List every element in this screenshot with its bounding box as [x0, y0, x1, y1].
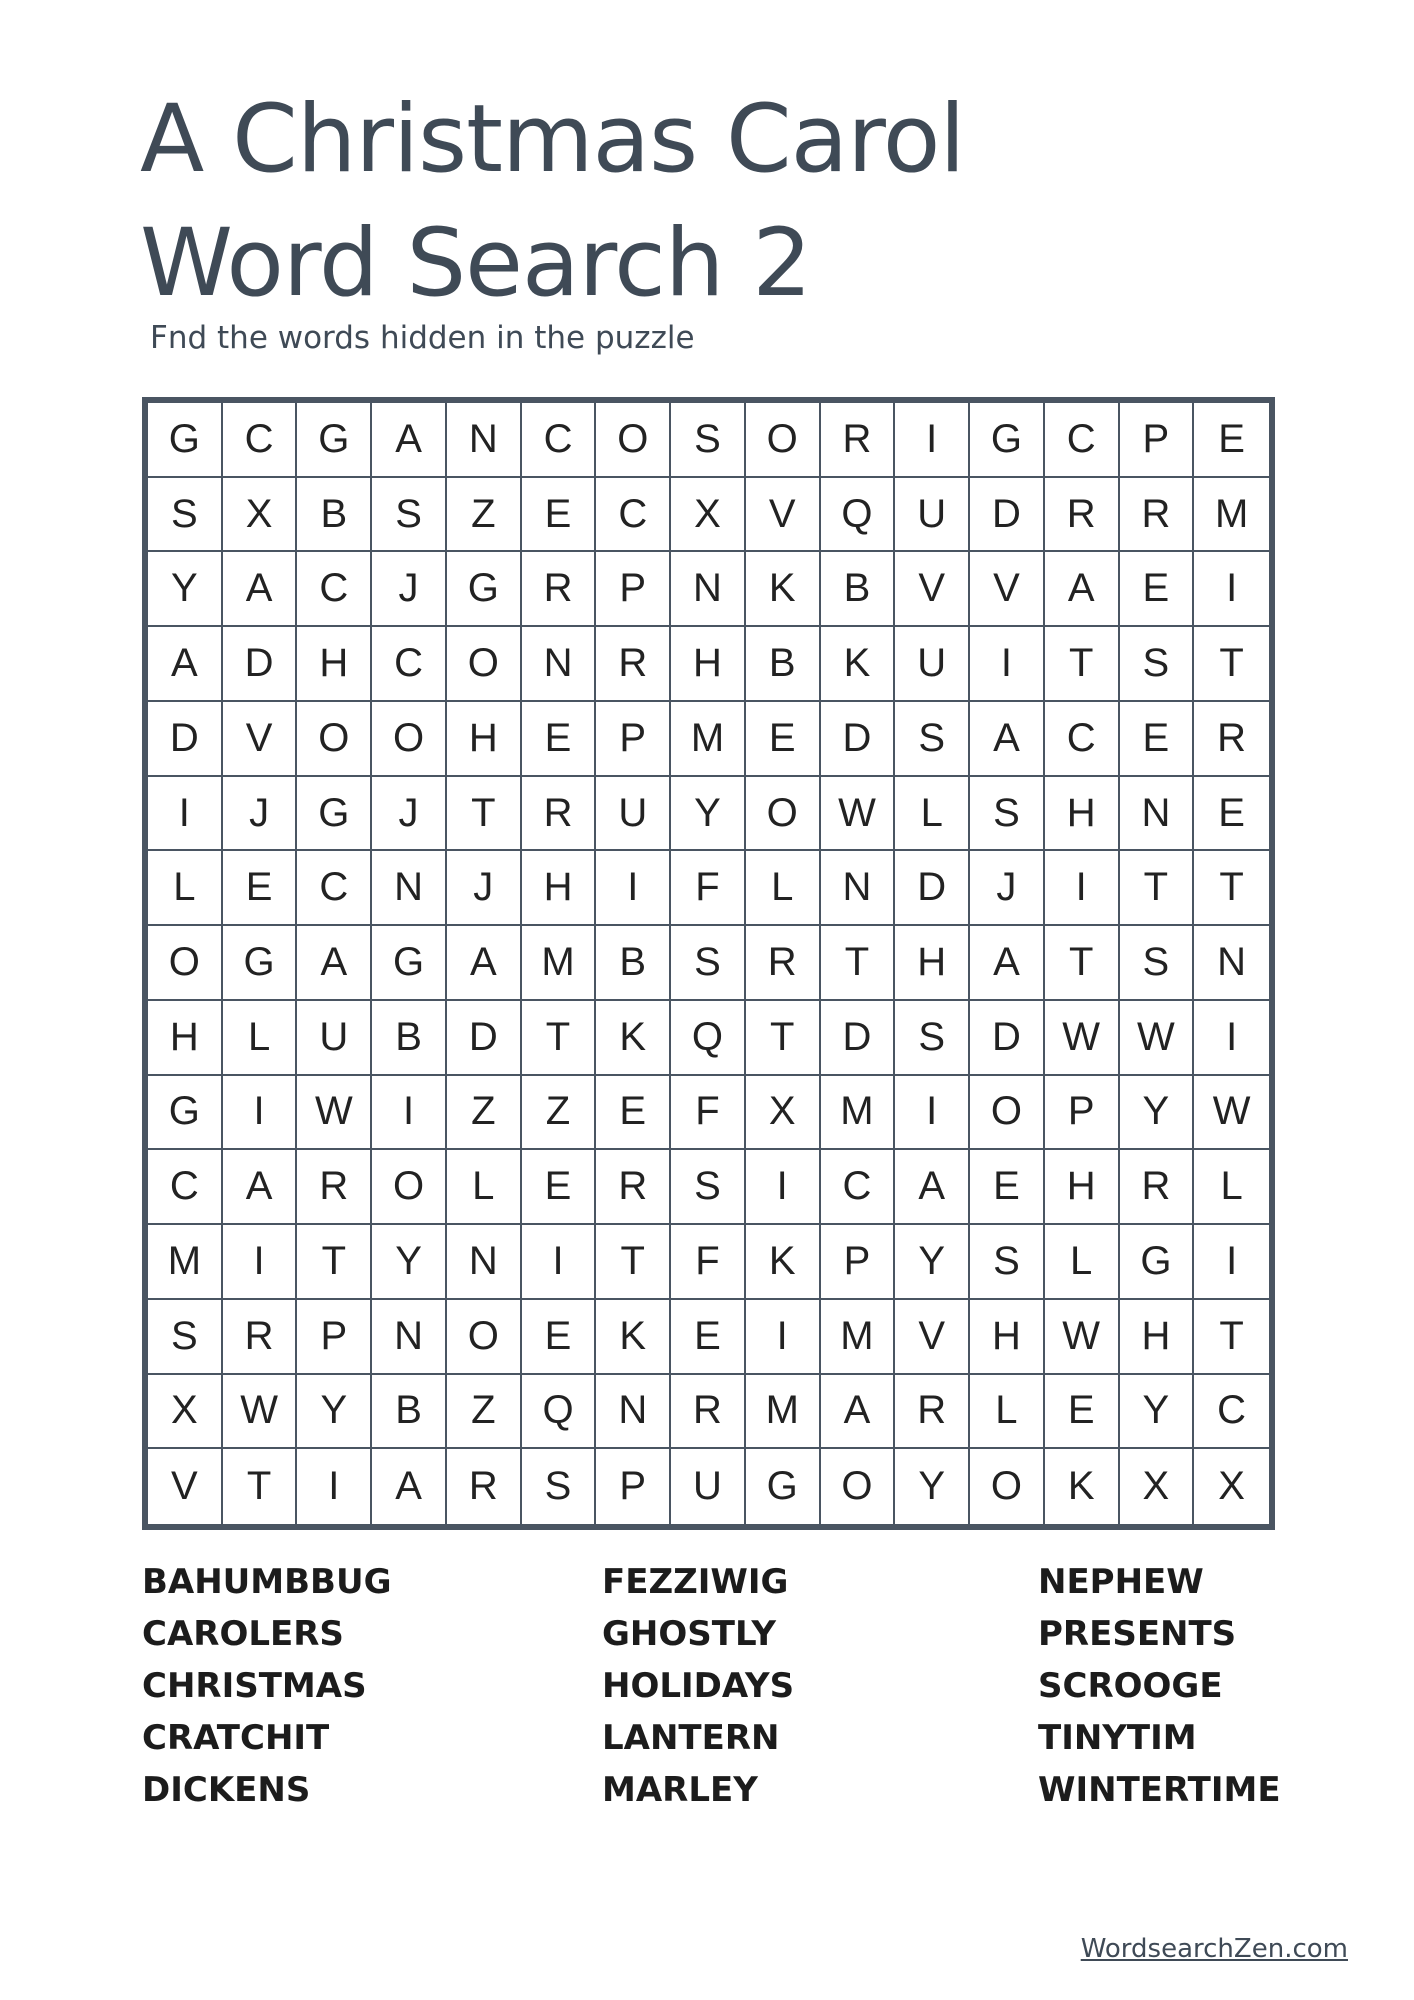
grid-cell: H [1120, 1300, 1195, 1375]
grid-cell: R [596, 627, 671, 702]
grid-cell: C [372, 627, 447, 702]
grid-cell: D [970, 1001, 1045, 1076]
grid-cell: R [895, 1375, 970, 1450]
grid-cell: I [372, 1076, 447, 1151]
grid-cell: G [148, 1076, 223, 1151]
grid-cell: P [596, 702, 671, 777]
grid-cell: R [746, 926, 821, 1001]
grid-cell: U [895, 478, 970, 553]
grid-cell: O [970, 1449, 1045, 1524]
grid-cell: I [297, 1449, 372, 1524]
grid-cell: E [1045, 1375, 1120, 1450]
grid-cell: W [297, 1076, 372, 1151]
grid-cell: Y [1120, 1375, 1195, 1450]
grid-cell: J [223, 777, 298, 852]
grid-cell: M [671, 702, 746, 777]
grid-cell: A [372, 1449, 447, 1524]
grid-cell: D [970, 478, 1045, 553]
grid-cell: E [1194, 777, 1269, 852]
grid-cell: G [447, 552, 522, 627]
grid-cell: T [297, 1225, 372, 1300]
grid-cell: D [223, 627, 298, 702]
grid-cell: V [895, 552, 970, 627]
grid-cell: J [970, 851, 1045, 926]
grid-cell: O [970, 1076, 1045, 1151]
grid-cell: A [297, 926, 372, 1001]
site-credit-link[interactable]: WordsearchZen.com [1080, 1934, 1348, 1964]
grid-cell: I [1194, 1225, 1269, 1300]
grid-cell: C [522, 403, 597, 478]
grid-cell: I [895, 1076, 970, 1151]
word-list-item: GHOSTLY [602, 1614, 776, 1654]
grid-cell: E [522, 702, 597, 777]
grid-cell: N [372, 1300, 447, 1375]
grid-cell: P [297, 1300, 372, 1375]
grid-cell: T [522, 1001, 597, 1076]
grid-cell: M [1194, 478, 1269, 553]
grid-cell: S [1120, 627, 1195, 702]
grid-cell: G [223, 926, 298, 1001]
grid-cell: O [746, 403, 821, 478]
grid-cell: D [821, 1001, 896, 1076]
grid-cell: M [746, 1375, 821, 1450]
grid-cell: A [223, 1150, 298, 1225]
grid-cell: G [297, 403, 372, 478]
grid-cell: T [596, 1225, 671, 1300]
grid-cell: X [1120, 1449, 1195, 1524]
grid-cell: R [596, 1150, 671, 1225]
grid-cell: S [970, 777, 1045, 852]
grid-cell: U [671, 1449, 746, 1524]
grid-cell: Z [447, 1076, 522, 1151]
instructions: Fnd the words hidden in the puzzle [150, 320, 695, 356]
word-list-item: BAHUMBBUG [142, 1562, 392, 1602]
grid-cell: C [1045, 702, 1120, 777]
grid-cell: H [671, 627, 746, 702]
grid-cell: O [148, 926, 223, 1001]
word-list-item: CHRISTMAS [142, 1666, 367, 1706]
grid-cell: P [1120, 403, 1195, 478]
grid-cell: P [596, 552, 671, 627]
grid-cell: V [895, 1300, 970, 1375]
grid-cell: I [596, 851, 671, 926]
page-title [140, 78, 964, 326]
grid-cell: T [1045, 627, 1120, 702]
grid-cell: I [1194, 1001, 1269, 1076]
grid-cell: E [223, 851, 298, 926]
grid-cell: U [297, 1001, 372, 1076]
grid-cell: K [1045, 1449, 1120, 1524]
grid-cell: S [1120, 926, 1195, 1001]
grid-cell: Y [297, 1375, 372, 1450]
grid-cell: K [821, 627, 896, 702]
grid-cell: T [1120, 851, 1195, 926]
grid-cell: C [596, 478, 671, 553]
grid-cell: I [746, 1300, 821, 1375]
grid-cell: C [1194, 1375, 1269, 1450]
word-list-item: WINTERTIME [1038, 1770, 1281, 1810]
grid-cell: G [372, 926, 447, 1001]
grid-cell: K [746, 1225, 821, 1300]
grid-cell: R [447, 1449, 522, 1524]
grid-cell: V [746, 478, 821, 553]
grid-cell: N [1194, 926, 1269, 1001]
grid-cell: I [522, 1225, 597, 1300]
grid-cell: E [970, 1150, 1045, 1225]
grid-cell: R [1120, 1150, 1195, 1225]
grid-cell: W [1045, 1300, 1120, 1375]
grid-cell: J [372, 552, 447, 627]
grid-cell: E [522, 1150, 597, 1225]
grid-cell: W [1194, 1076, 1269, 1151]
grid-cell: S [671, 403, 746, 478]
grid-cell: G [1120, 1225, 1195, 1300]
grid-cell: K [596, 1001, 671, 1076]
word-list-item: SCROOGE [1038, 1666, 1223, 1706]
grid-cell: A [821, 1375, 896, 1450]
word-list-item: NEPHEW [1038, 1562, 1204, 1602]
grid-cell: N [821, 851, 896, 926]
grid-cell: R [297, 1150, 372, 1225]
grid-cell: X [148, 1375, 223, 1450]
grid-cell: V [223, 702, 298, 777]
grid-cell: O [297, 702, 372, 777]
grid-cell: E [522, 478, 597, 553]
grid-cell: Y [895, 1225, 970, 1300]
grid-cell: B [372, 1375, 447, 1450]
grid-cell: S [895, 1001, 970, 1076]
grid-cell: B [297, 478, 372, 553]
grid-cell: W [1120, 1001, 1195, 1076]
grid-cell: O [447, 627, 522, 702]
grid-cell: I [1194, 552, 1269, 627]
grid-cell: E [746, 702, 821, 777]
grid-cell: O [746, 777, 821, 852]
grid-cell: A [372, 403, 447, 478]
grid-cell: M [148, 1225, 223, 1300]
grid-cell: H [1045, 1150, 1120, 1225]
grid-cell: T [447, 777, 522, 852]
grid-cell: L [447, 1150, 522, 1225]
grid-cell: I [148, 777, 223, 852]
grid-cell: M [821, 1076, 896, 1151]
title-line-1: A Christmas Carol [140, 85, 965, 194]
puzzle-grid-frame [142, 397, 1275, 1530]
word-list-item: FEZZIWIG [602, 1562, 789, 1602]
grid-cell: E [596, 1076, 671, 1151]
grid-cell: X [1218, 1464, 1245, 1509]
grid-cell: O [821, 1449, 896, 1524]
grid-cell: N [372, 851, 447, 926]
grid-cell: T [1194, 851, 1269, 926]
grid-cell: L [148, 851, 223, 926]
grid-cell: E [1194, 403, 1269, 478]
grid-cell: I [223, 1076, 298, 1151]
grid-cell: H [148, 1001, 223, 1076]
grid-cell: A [970, 702, 1045, 777]
grid-cell: H [447, 702, 522, 777]
word-list-item: MARLEY [602, 1770, 758, 1810]
grid-cell: F [671, 1076, 746, 1151]
grid-cell: H [895, 926, 970, 1001]
word-list-column-1 [142, 1556, 391, 1816]
grid-cell: R [1045, 478, 1120, 553]
grid-cell: K [596, 1300, 671, 1375]
grid-cell: S [970, 1225, 1045, 1300]
grid-cell: L [895, 777, 970, 852]
grid-cell: T [746, 1001, 821, 1076]
grid-cell: Q [821, 478, 896, 553]
grid-cell: B [821, 552, 896, 627]
grid-cell: E [671, 1300, 746, 1375]
word-list-column-3 [1038, 1556, 1281, 1816]
grid-cell: N [447, 1225, 522, 1300]
word-list-item: CAROLERS [142, 1614, 344, 1654]
grid-cell: C [148, 1150, 223, 1225]
grid-cell: Z [447, 478, 522, 553]
grid-cell: X [223, 478, 298, 553]
grid-cell: R [522, 552, 597, 627]
grid-cell: A [970, 926, 1045, 1001]
grid-cell: G [746, 1449, 821, 1524]
grid-cell: N [447, 403, 522, 478]
grid-cell: X [671, 478, 746, 553]
grid-cell: M [821, 1300, 896, 1375]
grid-cell: I [746, 1150, 821, 1225]
grid-cell: P [821, 1225, 896, 1300]
grid-cell: V [148, 1449, 223, 1524]
grid-cell: H [1045, 777, 1120, 852]
grid-cell: A [223, 552, 298, 627]
grid-cell: W [223, 1375, 298, 1450]
grid-cell: S [148, 1300, 223, 1375]
grid-cell: Y [148, 552, 223, 627]
grid-cell: R [671, 1375, 746, 1450]
grid-cell: L [223, 1001, 298, 1076]
grid-cell: C [821, 1150, 896, 1225]
grid-cell: R [223, 1300, 298, 1375]
grid-cell: G [297, 777, 372, 852]
grid-cell: S [671, 926, 746, 1001]
grid-cell: E [522, 1300, 597, 1375]
grid-cell: A [148, 627, 223, 702]
word-list-item: LANTERN [602, 1718, 780, 1758]
grid-cell: S [148, 478, 223, 553]
grid-cell: Z [447, 1375, 522, 1450]
grid-cell: M [522, 926, 597, 1001]
grid-cell: F [671, 851, 746, 926]
grid-cell: P [596, 1449, 671, 1524]
grid-cell: O [372, 702, 447, 777]
grid-cell: N [1120, 777, 1195, 852]
grid-cell: L [1045, 1225, 1120, 1300]
grid-cell: T [1045, 926, 1120, 1001]
grid-cell: R [522, 777, 597, 852]
grid-cell: N [522, 627, 597, 702]
grid-cell: B [596, 926, 671, 1001]
grid-cell: U [596, 777, 671, 852]
grid-cell: I [895, 403, 970, 478]
grid-cell: D [821, 702, 896, 777]
grid-cell: Q [522, 1375, 597, 1450]
grid-cell: I [223, 1225, 298, 1300]
grid-cell: D [148, 702, 223, 777]
grid-cell: H [297, 627, 372, 702]
grid-cell: K [746, 552, 821, 627]
grid-cell: S [522, 1449, 597, 1524]
grid-cell: D [895, 851, 970, 926]
grid-cell: J [372, 777, 447, 852]
grid-cell: H [522, 851, 597, 926]
word-list-item: HOLIDAYS [602, 1666, 795, 1706]
grid-cell: W [821, 777, 896, 852]
grid-cell: D [447, 1001, 522, 1076]
grid-cell: S [671, 1150, 746, 1225]
grid-cell: T [821, 926, 896, 1001]
word-list-item: PRESENTS [1038, 1614, 1237, 1654]
grid-cell: N [596, 1375, 671, 1450]
grid-cell: A [895, 1150, 970, 1225]
grid-cell: O [596, 403, 671, 478]
word-list-column-2 [602, 1556, 794, 1816]
grid-cell: I [970, 627, 1045, 702]
grid-cell: Y [895, 1449, 970, 1524]
grid-cell: S [895, 702, 970, 777]
grid-cell: Y [1120, 1076, 1195, 1151]
grid-cell: O [372, 1150, 447, 1225]
grid-cell: S [372, 478, 447, 553]
grid-cell: P [1045, 1076, 1120, 1151]
grid-cell: G [148, 403, 223, 478]
grid-cell: C [1045, 403, 1120, 478]
word-list-item: DICKENS [142, 1770, 311, 1810]
grid-cell: T [223, 1449, 298, 1524]
grid-cell: N [671, 552, 746, 627]
grid-cell: A [1045, 552, 1120, 627]
grid-cell: T [1194, 1300, 1269, 1375]
grid-cell: V [970, 552, 1045, 627]
grid-cell: A [447, 926, 522, 1001]
grid-cell: Y [372, 1225, 447, 1300]
grid-cell: C [297, 552, 372, 627]
grid-cell: E [1120, 702, 1195, 777]
grid-cell: C [223, 403, 298, 478]
grid-cell: J [447, 851, 522, 926]
grid-cell: L [1194, 1150, 1269, 1225]
grid-cell: L [746, 851, 821, 926]
grid-cell: Q [671, 1001, 746, 1076]
grid-cell: C [297, 851, 372, 926]
grid-cell: R [1194, 702, 1269, 777]
grid-cell: G [970, 403, 1045, 478]
grid-cell: Y [671, 777, 746, 852]
grid-cell: F [671, 1225, 746, 1300]
word-list-item: CRATCHIT [142, 1718, 330, 1758]
grid-cell: R [821, 403, 896, 478]
grid-cell: U [895, 627, 970, 702]
grid-cell: W [1045, 1001, 1120, 1076]
title-line-2: Word Search 2 [140, 209, 812, 318]
grid-cell: R [1120, 478, 1195, 553]
puzzle-grid [148, 403, 1269, 1524]
grid-cell: E [1120, 552, 1195, 627]
grid-cell: L [970, 1375, 1045, 1450]
grid-cell: T [1194, 627, 1269, 702]
grid-cell: Z [522, 1076, 597, 1151]
word-list-item: TINYTIM [1038, 1718, 1197, 1758]
word-list [142, 1556, 1282, 1810]
grid-cell: B [372, 1001, 447, 1076]
grid-cell: O [447, 1300, 522, 1375]
grid-cell: B [746, 627, 821, 702]
grid-cell: I [1045, 851, 1120, 926]
grid-cell: H [970, 1300, 1045, 1375]
grid-cell: X [746, 1076, 821, 1151]
